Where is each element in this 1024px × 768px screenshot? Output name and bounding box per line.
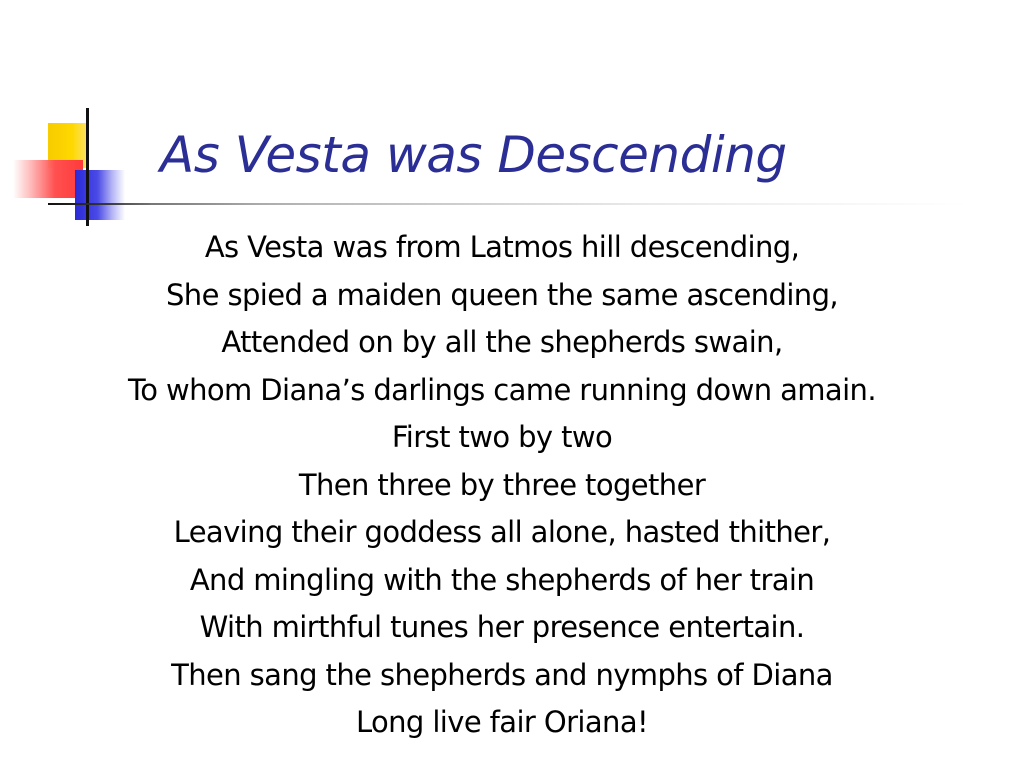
poem-line: Leaving their goddess all alone, hasted thither, bbox=[173, 515, 831, 549]
blue-square-decoration bbox=[75, 170, 125, 220]
poem-line: And mingling with the shepherds of her train bbox=[189, 562, 815, 597]
poem-line: She spied a maiden queen the same ascending, bbox=[166, 277, 838, 312]
vertical-rule-decoration bbox=[86, 108, 89, 226]
poem-line: Long live fair Oriana! bbox=[355, 705, 649, 739]
poem-line: To whom Diana’s darlings came running down amain. bbox=[128, 372, 876, 407]
poem-line: Then sang the shepherds and nymphs of Diana bbox=[171, 657, 833, 692]
poem-line: As Vesta was from Latmos hill descending, bbox=[204, 230, 800, 264]
poem-line: First two by two bbox=[391, 420, 613, 454]
poem-line: Then three by three together bbox=[298, 467, 706, 502]
red-square-decoration bbox=[13, 160, 83, 198]
poem-line: Attended on by all the shepherds swain, bbox=[221, 325, 783, 359]
poem-line: With mirthful tunes her presence entertain. bbox=[199, 610, 805, 644]
slide-title: As Vesta was Descending bbox=[160, 126, 787, 184]
decorative-logo bbox=[0, 0, 150, 240]
title-underline bbox=[150, 203, 970, 205]
poem-body bbox=[0, 224, 1004, 747]
